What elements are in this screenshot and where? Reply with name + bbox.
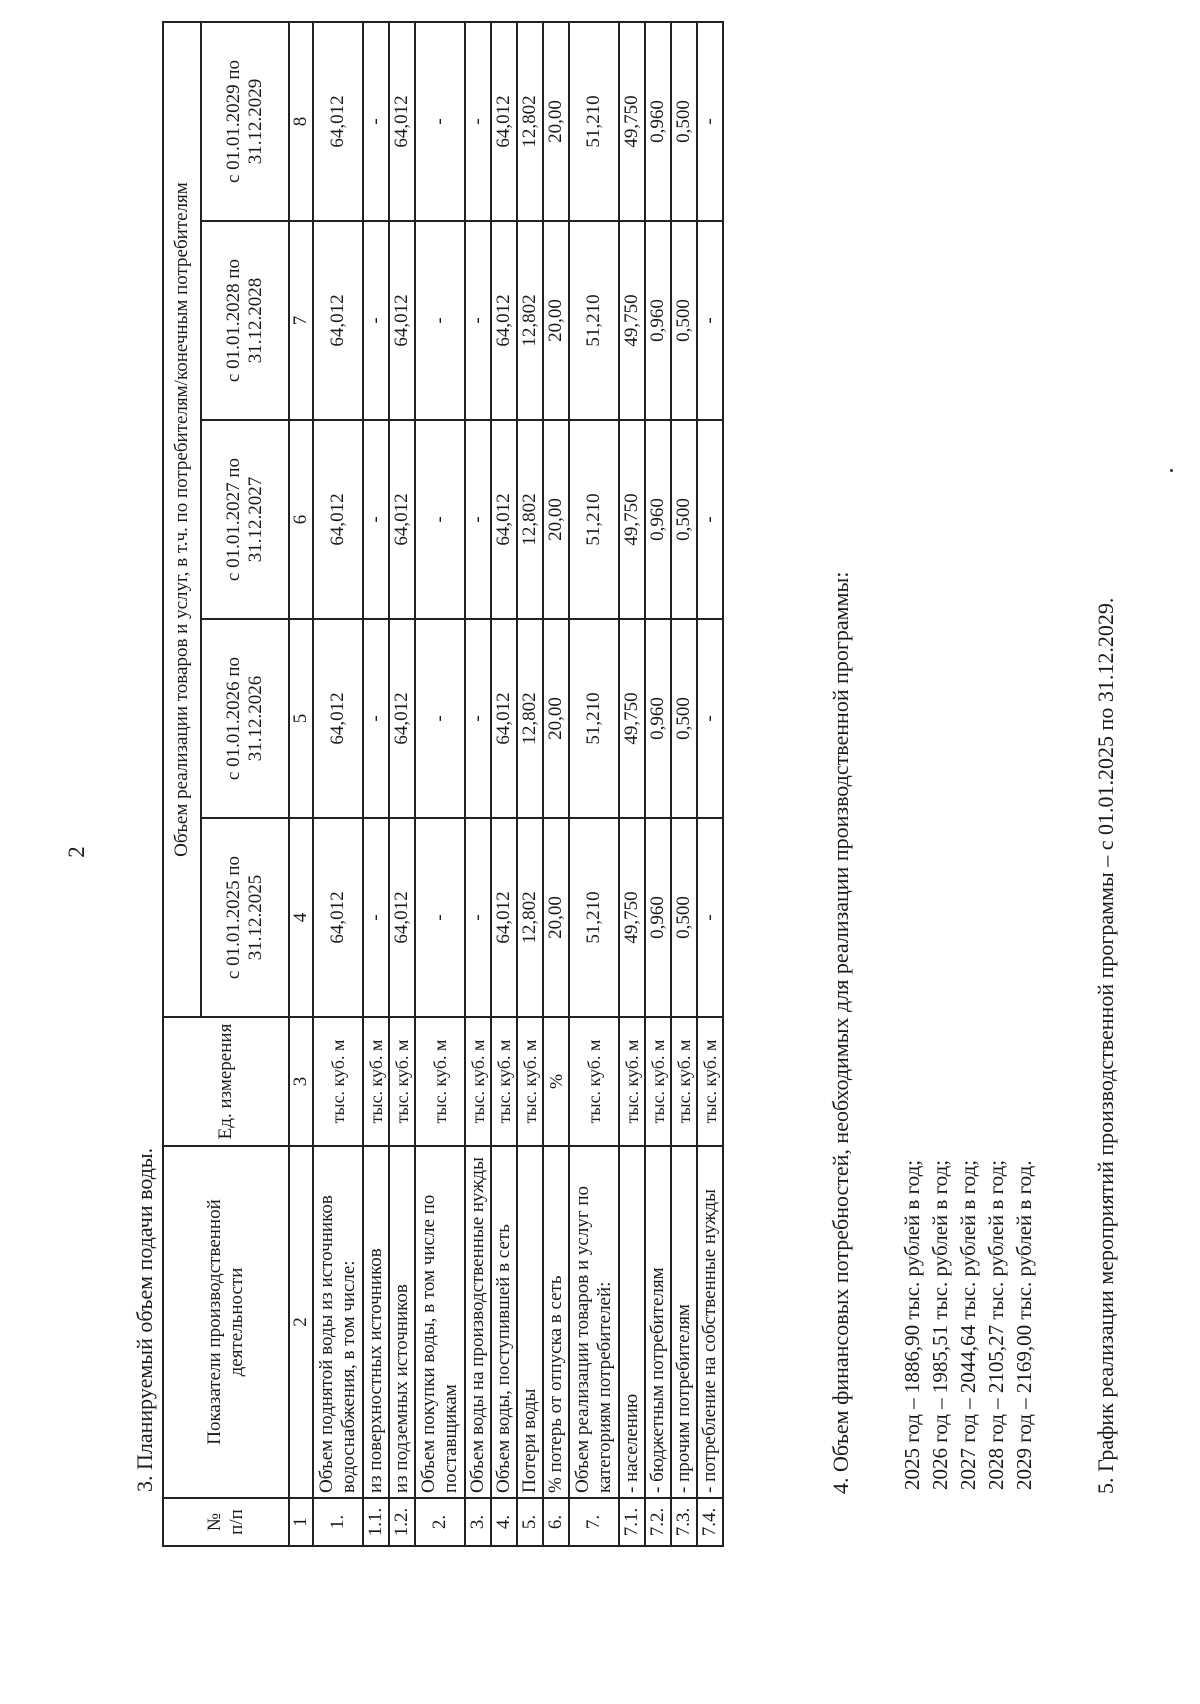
row-unit: тыс. куб. м xyxy=(697,1017,723,1146)
row-value: 51,210 xyxy=(569,420,619,619)
row-value: 49,750 xyxy=(619,619,645,818)
row-num: 7.3. xyxy=(671,1498,697,1546)
table-row xyxy=(671,22,697,1546)
row-value: - xyxy=(697,221,723,420)
row-value: 64,012 xyxy=(491,818,517,1017)
row-value: 0,500 xyxy=(671,420,697,619)
row-value: - xyxy=(415,22,465,221)
row-value: 12,802 xyxy=(517,420,543,619)
row-indicator: - потребление на собственные нужды xyxy=(697,1146,723,1498)
row-unit: тыс. куб. м xyxy=(415,1017,465,1146)
column-number: 2 xyxy=(289,1146,313,1498)
row-value: - xyxy=(363,619,389,818)
table-row xyxy=(517,22,543,1546)
row-value: - xyxy=(363,420,389,619)
row-num: 6. xyxy=(543,1498,569,1546)
row-value: 51,210 xyxy=(569,221,619,420)
finance-list xyxy=(898,1160,1038,1490)
row-value: 64,012 xyxy=(491,221,517,420)
table-row xyxy=(569,22,619,1546)
column-number: 4 xyxy=(289,818,313,1017)
header-period-2029: с 01.01.2029 по 31.12.2029 xyxy=(201,22,289,221)
header-unit: Ед. измерения xyxy=(163,1017,289,1146)
header-period-2028: с 01.01.2028 по 31.12.2028 xyxy=(201,221,289,420)
row-value: 0,960 xyxy=(645,221,671,420)
column-number: 3 xyxy=(289,1017,313,1146)
column-number: 6 xyxy=(289,420,313,619)
row-num: 5. xyxy=(517,1498,543,1546)
column-number: 1 xyxy=(289,1498,313,1546)
row-value: 20,00 xyxy=(543,818,569,1017)
row-unit: тыс. куб. м xyxy=(645,1017,671,1146)
row-num: 7.4. xyxy=(697,1498,723,1546)
row-num: 7. xyxy=(569,1498,619,1546)
row-value: - xyxy=(465,22,491,221)
row-value: 0,500 xyxy=(671,818,697,1017)
row-value: 20,00 xyxy=(543,619,569,818)
row-num: 1.1. xyxy=(363,1498,389,1546)
table-row xyxy=(697,22,723,1546)
table-row xyxy=(619,22,645,1546)
row-indicator: Объем поднятой воды из источников водоснабжения, в том числе: xyxy=(313,1146,363,1498)
row-value: 64,012 xyxy=(389,221,415,420)
table-row xyxy=(363,22,389,1546)
row-value: 0,960 xyxy=(645,619,671,818)
table-row xyxy=(389,22,415,1546)
row-value: 49,750 xyxy=(619,818,645,1017)
row-value: - xyxy=(697,22,723,221)
row-value: 12,802 xyxy=(517,22,543,221)
header-period-2026: с 01.01.2026 по 31.12.2026 xyxy=(201,619,289,818)
row-indicator: - населению xyxy=(619,1146,645,1498)
row-value: 0,500 xyxy=(671,221,697,420)
row-value: 64,012 xyxy=(491,22,517,221)
table-row xyxy=(543,22,569,1546)
column-number: 7 xyxy=(289,221,313,420)
column-number: 5 xyxy=(289,619,313,818)
row-indicator: Объем воды на производственные нужды xyxy=(465,1146,491,1498)
row-indicator: Потери воды xyxy=(517,1146,543,1498)
row-unit: тыс. куб. м xyxy=(465,1017,491,1146)
finance-item-2029: 2029 год – 2169,00 тыс. рублей в год. xyxy=(1012,1160,1036,1490)
row-value: 20,00 xyxy=(543,420,569,619)
header-num: № п/п xyxy=(163,1498,289,1546)
row-unit: тыс. куб. м xyxy=(619,1017,645,1146)
row-value: - xyxy=(363,221,389,420)
row-value: 64,012 xyxy=(313,221,363,420)
row-value: - xyxy=(465,420,491,619)
finance-item-2027: 2027 год – 2044,64 тыс. рублей в год; xyxy=(956,1159,980,1490)
row-unit: тыс. куб. м xyxy=(363,1017,389,1146)
water-supply-table xyxy=(162,21,724,1547)
header-period-2025: с 01.01.2025 по 31.12.2025 xyxy=(201,818,289,1017)
row-indicator: из поверхностных источников xyxy=(363,1146,389,1498)
row-value: - xyxy=(415,420,465,619)
row-value: 64,012 xyxy=(389,22,415,221)
row-indicator: Объем покупки воды, в том числе по поставщикам xyxy=(415,1146,465,1498)
row-value: 0,960 xyxy=(645,420,671,619)
row-value: 64,012 xyxy=(389,818,415,1017)
row-value: - xyxy=(415,221,465,420)
section-5-heading: 5. График реализации мероприятий производственной программы – с 01.01.2025 по 31.12.2029. xyxy=(1093,597,1118,1494)
section-3-heading: 3. Планируемый объем подачи воды. xyxy=(132,1147,157,1492)
row-value: - xyxy=(465,221,491,420)
column-numbers-row xyxy=(289,22,313,1546)
row-value: 20,00 xyxy=(543,221,569,420)
header-indicator: Показатели производственной деятельности xyxy=(163,1146,289,1498)
table-row xyxy=(465,22,491,1546)
row-value: 12,802 xyxy=(517,221,543,420)
row-value: - xyxy=(415,818,465,1017)
table-row xyxy=(415,22,465,1546)
row-value: - xyxy=(465,619,491,818)
row-num: 1. xyxy=(313,1498,363,1546)
finance-item-2025: 2025 год – 1886,90 тыс. рублей в год; xyxy=(900,1159,924,1490)
row-indicator: Объем воды, поступившей в сеть xyxy=(491,1146,517,1498)
row-num: 3. xyxy=(465,1498,491,1546)
row-value: 64,012 xyxy=(389,619,415,818)
table-row xyxy=(313,22,363,1546)
row-value: 64,012 xyxy=(313,818,363,1017)
row-value: 64,012 xyxy=(313,420,363,619)
row-indicator: из подземных источников xyxy=(389,1146,415,1498)
row-unit: тыс. куб. м xyxy=(517,1017,543,1146)
page-number: 2 xyxy=(64,846,89,858)
row-value: - xyxy=(697,420,723,619)
row-value: 51,210 xyxy=(569,22,619,221)
header-group: Объем реализации товаров и услуг, в т.ч. по потребителям/конечным потребителям xyxy=(163,22,201,1017)
row-unit: тыс. куб. м xyxy=(491,1017,517,1146)
row-value: - xyxy=(363,22,389,221)
row-value: 0,500 xyxy=(671,619,697,818)
row-value: 0,960 xyxy=(645,818,671,1017)
row-num: 7.1. xyxy=(619,1498,645,1546)
row-value: 0,960 xyxy=(645,22,671,221)
row-value: 49,750 xyxy=(619,221,645,420)
row-value: - xyxy=(363,818,389,1017)
row-num: 1.2. xyxy=(389,1498,415,1546)
header-period-2027: с 01.01.2027 по 31.12.2027 xyxy=(201,420,289,619)
row-indicator: % потерь от отпуска в сеть xyxy=(543,1146,569,1498)
row-num: 2. xyxy=(415,1498,465,1546)
row-value: 64,012 xyxy=(313,619,363,818)
row-value: - xyxy=(465,818,491,1017)
row-value: 64,012 xyxy=(389,420,415,619)
finance-item-2026: 2026 год – 1985,51 тыс. рублей в год; xyxy=(928,1159,952,1490)
row-value: 64,012 xyxy=(313,22,363,221)
row-value: 12,802 xyxy=(517,818,543,1017)
section-4-heading: 4. Объем финансовых потребностей, необходимых для реализации производственной программы: xyxy=(828,571,853,1494)
column-number: 8 xyxy=(289,22,313,221)
row-value: 49,750 xyxy=(619,420,645,619)
row-value: - xyxy=(697,619,723,818)
row-value: 51,210 xyxy=(569,619,619,818)
row-unit: % xyxy=(543,1017,569,1146)
table-row xyxy=(645,22,671,1546)
row-value: 64,012 xyxy=(491,619,517,818)
row-value: 12,802 xyxy=(517,619,543,818)
row-value: - xyxy=(697,818,723,1017)
row-num: 7.2. xyxy=(645,1498,671,1546)
row-value: 51,210 xyxy=(569,818,619,1017)
row-unit: тыс. куб. м xyxy=(389,1017,415,1146)
row-indicator: - бюджетным потребителям xyxy=(645,1146,671,1498)
row-indicator: - прочим потребителям xyxy=(671,1146,697,1498)
row-unit: тыс. куб. м xyxy=(671,1017,697,1146)
finance-item-2028: 2028 год – 2105,27 тыс. рублей в год; xyxy=(984,1159,1008,1490)
row-value: - xyxy=(415,619,465,818)
row-value: 0,500 xyxy=(671,22,697,221)
row-unit: тыс. куб. м xyxy=(569,1017,619,1146)
row-value: 49,750 xyxy=(619,22,645,221)
row-num: 4. xyxy=(491,1498,517,1546)
row-unit: тыс. куб. м xyxy=(313,1017,363,1146)
row-indicator: Объем реализации товаров и услуг по категориям потребителей: xyxy=(569,1146,619,1498)
row-value: 20,00 xyxy=(543,22,569,221)
scan-speck xyxy=(1170,469,1173,472)
row-value: 64,012 xyxy=(491,420,517,619)
table-row xyxy=(491,22,517,1546)
